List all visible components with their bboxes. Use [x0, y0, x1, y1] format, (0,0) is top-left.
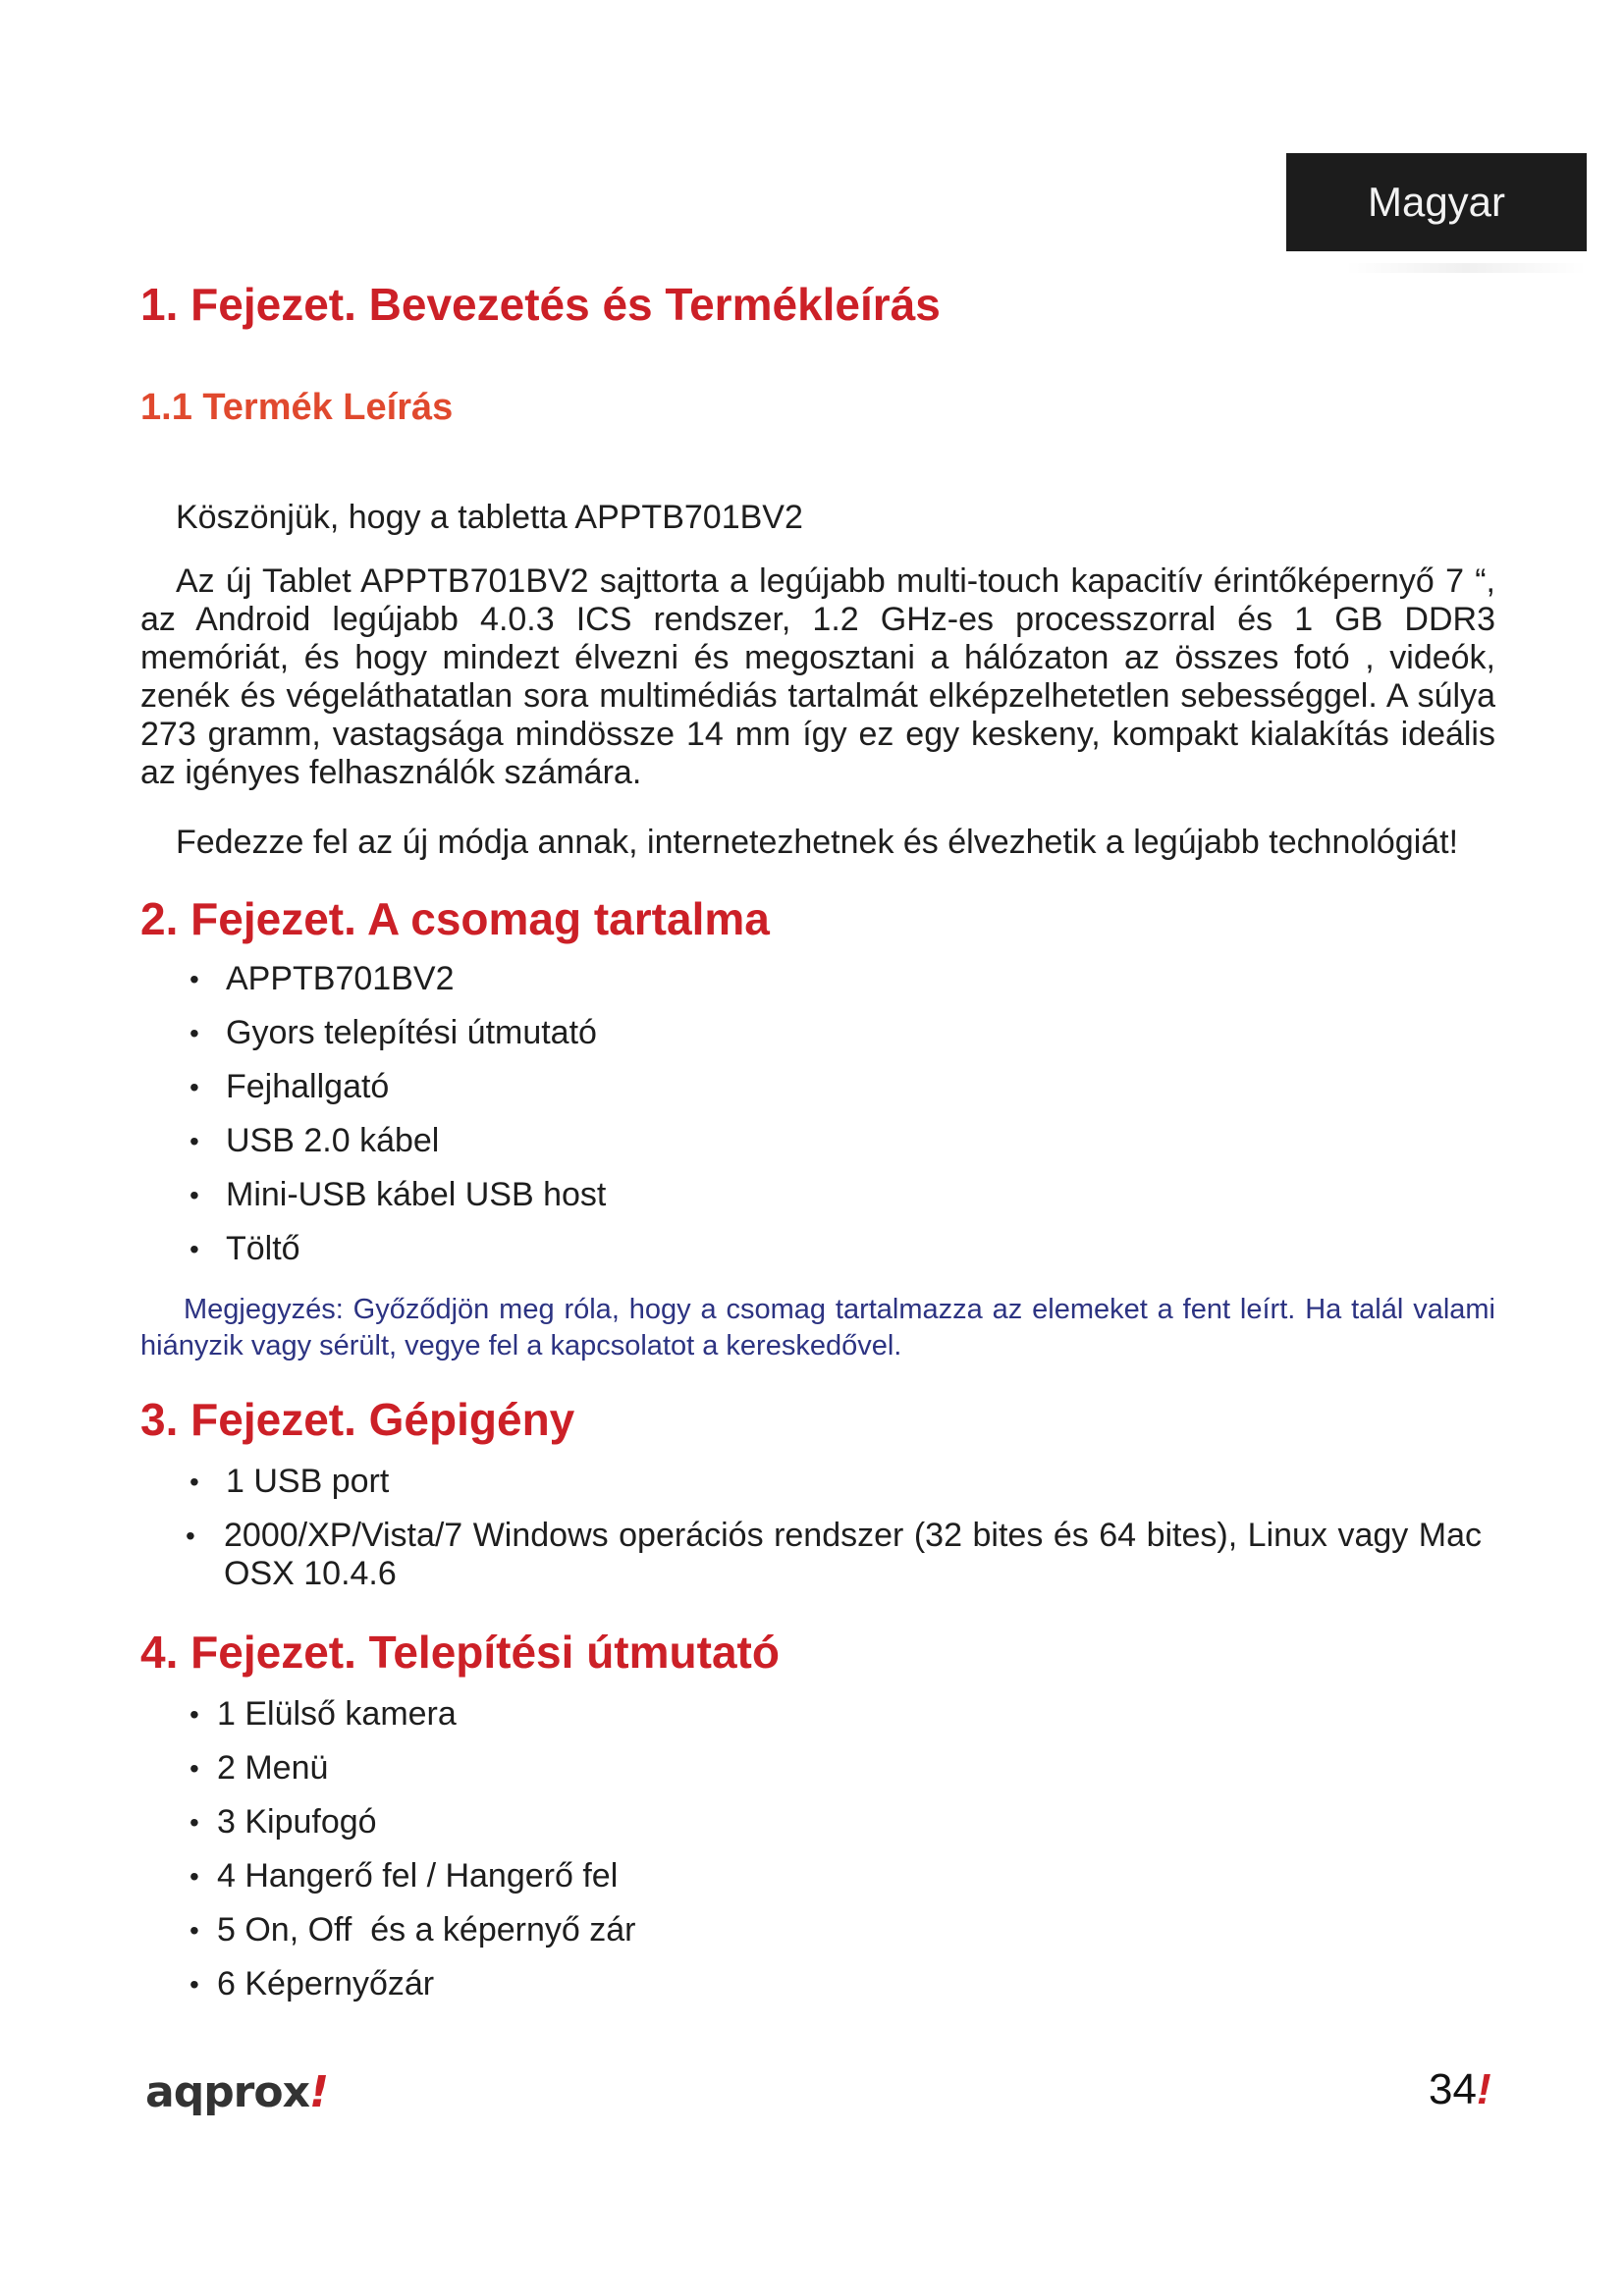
chapter-3-title: 3. Fejezet. Gépigény [140, 1394, 575, 1445]
list-item: • 4 Hangerő fel / Hangerő fel [189, 1857, 619, 1895]
list-item: • APPTB701BV2 [189, 960, 455, 997]
system-requirements-list [140, 1463, 1495, 1593]
list-item: • 1 Elülső kamera [189, 1695, 457, 1733]
list-item: • 5 On, Off és a képernyő zár [189, 1911, 636, 1949]
list-item: • 6 Képernyőzár [189, 1965, 435, 2002]
description-paragraph: Az új Tablet APPTB701BV2 sajttorta a legújabb multi-touch kapacitív érintőképernyő 7 “, az Android legújabb 4.0.3 ICS rendszer, 1.2 GHz-es processzorral és 1 GB DDR3 memóriát, és hogy mindezt élvezni és megosztani a hálózaton az összes fotó , videók, zenék és végeláthatatlan sora multimédiás tartalmát elképzelhetetlen sebességgel. A súlya 273 gramm, vastagsága mindössze 14 mm így ez egy keskeny, kompakt kialakítás ideális az igényes felhasználók számára. [140, 562, 1495, 791]
list-item: • Fejhallgató [189, 1068, 390, 1105]
list-item: • Gyors telepítési útmutató [189, 1014, 597, 1051]
aqprox-logo: aqprox! [145, 2067, 329, 2117]
installation-guide-list [140, 1695, 1495, 2019]
chapter-1-title: 1. Fejezet. Bevezetés és Termékleírás [140, 279, 941, 330]
list-item: • 1 USB port [189, 1463, 390, 1500]
list-item: • Mini-USB kábel USB host [189, 1176, 607, 1213]
list-item: • Töltő [189, 1230, 300, 1267]
package-note: Megjegyzés: Győződjön meg róla, hogy a csomag tartalmazza az elemeket a fent leírt. Ha talál valami hiányzik vagy sérült, vegye fel a kapcsolatot a kereskedővel. [140, 1294, 1495, 1362]
discover-paragraph: Fedezze fel az új módja annak, internetezhetnek és élvezhetik a legújabb technológiát! [176, 824, 1459, 861]
chapter-2-title: 2. Fejezet. A csomag tartalma [140, 893, 770, 944]
list-item: • 2 Menü [189, 1749, 329, 1787]
section-1-1-title: 1.1 Termék Leírás [140, 387, 454, 428]
chapter-4-title: 4. Fejezet. Telepítési útmutató [140, 1627, 780, 1678]
page-number: 34! [1429, 2065, 1491, 2113]
language-tab: Magyar [1286, 153, 1587, 251]
package-contents-list [140, 960, 1495, 1284]
intro-paragraph: Köszönjük, hogy a tabletta APPTB701BV2 [176, 499, 803, 536]
list-item: • 2000/XP/Vista/7 Windows operációs rendszer (32 bites és 64 bites), Linux vagy Mac OSX 10.4.6 [186, 1517, 1482, 1592]
page-content [140, 265, 1495, 2019]
list-item: • 3 Kipufogó [189, 1803, 377, 1841]
list-item: • USB 2.0 kábel [189, 1122, 440, 1159]
